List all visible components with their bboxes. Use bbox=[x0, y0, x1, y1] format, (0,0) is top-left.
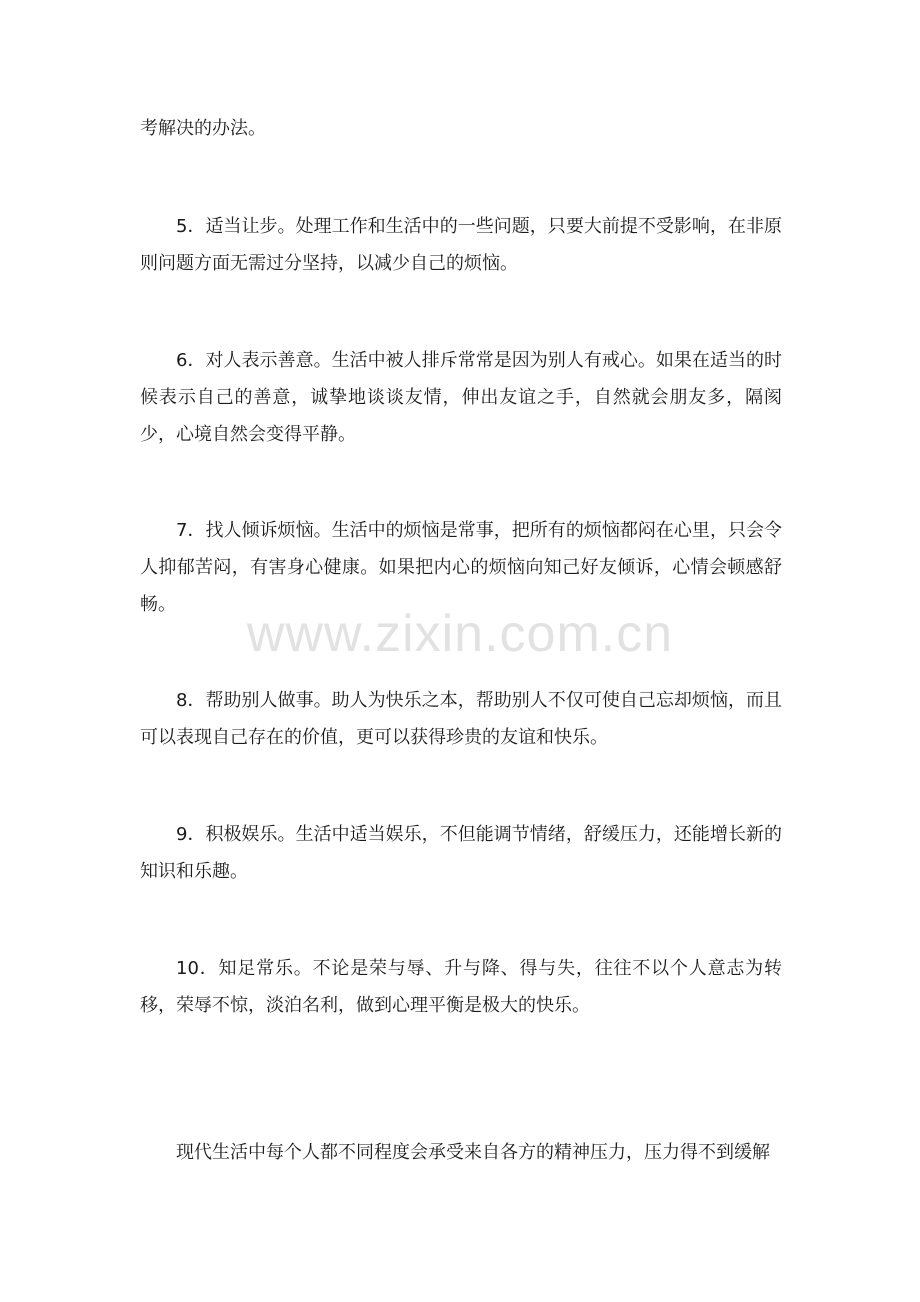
paragraph-item-8: 8．帮助别人做事。助人为快乐之本，帮助别人不仅可使自己忘却烦恼，而且可以表现自己存在的价值，更可以获得珍贵的友谊和快乐。 bbox=[140, 690, 782, 748]
watermark: www.zixin.com.cn bbox=[246, 605, 674, 663]
paragraph-continuation: 考解决的办法。 bbox=[140, 118, 266, 139]
paragraph-item-6: 6．对人表示善意。生活中被人排斥常常是因为别人有戒心。如果在适当的时候表示自己的善意，诚挚地谈谈友情，伸出友谊之手，自然就会朋友多，隔阂少，心境自然会变得平静。 bbox=[140, 350, 782, 445]
paragraph-item-7: 7．找人倾诉烦恼。生活中的烦恼是常事，把所有的烦恼都闷在心里，只会令人抑郁苦闷，有害身心健康。如果把内心的烦恼向知己好友倾诉，心情会顿感舒畅。 bbox=[140, 520, 782, 615]
paragraph-item-9: 9．积极娱乐。生活中适当娱乐，不但能调节情绪，舒缓压力，还能增长新的知识和乐趣。 bbox=[140, 824, 782, 882]
paragraph-item-10: 10．知足常乐。不论是荣与辱、升与降、得与失，往往不以个人意志为转移，荣辱不惊，淡泊名利，做到心理平衡是极大的快乐。 bbox=[140, 958, 782, 1016]
paragraph-intro: 现代生活中每个人都不同程度会承受来自各方的精神压力，压力得不到缓解 bbox=[176, 1142, 770, 1163]
paragraph-item-5: 5．适当让步。处理工作和生活中的一些问题，只要大前提不受影响，在非原则问题方面无需过分坚持，以减少自己的烦恼。 bbox=[140, 216, 782, 274]
